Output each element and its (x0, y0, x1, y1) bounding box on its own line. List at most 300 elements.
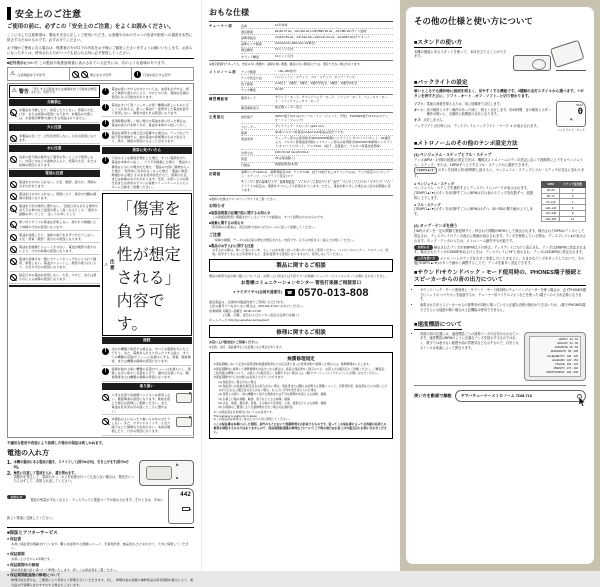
spec-label: テンポ設定方法 (241, 75, 262, 80)
speed-term: ALLEGRETTO (546, 354, 565, 358)
battery-note-block (7, 488, 194, 524)
warranty-title: 無償修理規定 (287, 355, 315, 361)
speed-range: 66 - 84 (569, 346, 578, 350)
safety-section-bar: 分解禁止 (9, 99, 100, 106)
spec-value: A4=410 Hz~480 Hz(1 Hz単位) (275, 41, 316, 46)
spec-row (241, 106, 393, 111)
spec-value: 基準ピッチ=442 Hz、基準発振音=A4、テンポ=120、拍子=0拍子なし(1クリックのみ)、テンポ設定=ペンジュラム・ステップ、バックライト設定=オフ (241, 170, 390, 179)
tempo-step-cell: 12 (560, 216, 586, 222)
notice2-body: 使用済みの電池は、各自治体で決められたルールに従って廃棄してください。 (212, 225, 317, 230)
prohibit-icon (10, 135, 17, 142)
spec-footnote: ※測定範囲内であっても、倍音の多い楽器や、減衰の速い楽器、雑音の多い環境などでは、測定できない場合があります。 (209, 62, 363, 67)
spec-row (241, 136, 393, 150)
spec-value: 単4形アルカリ乾電池×2本(3 V)※電池は別売りです。 (275, 129, 346, 134)
spec-value: ±1セント以内 (275, 47, 294, 52)
spec-value: ペンジュラム・ステップ、フル・ステップ、タップ・テンポ (275, 74, 355, 79)
step-number: 1. (7, 460, 12, 467)
spec-row (241, 88, 393, 93)
fullstep-text: (TEMPO▲/▼)ボタンを1回押すごとにBPMは1ずつ、30~252の間で値が上下します。 (414, 207, 533, 216)
beat-digit: 0 (577, 107, 583, 118)
device-standing-illustration (556, 50, 586, 71)
video-footer-label: 使い方を動画で解説 (414, 393, 452, 399)
repair-line-1: お買い上げ販売店にご相談ください。 (209, 340, 261, 345)
prohibit-icon (10, 193, 17, 200)
warranty-clauses (214, 363, 389, 380)
mandatory-icon (102, 104, 109, 111)
tap-note-row (414, 245, 586, 255)
display-illustration (556, 101, 586, 127)
spec-value: ダイナミック・スピーカー(φ23 mm) (275, 123, 324, 128)
spec-webnote: ※最新の仕様はヤマハのウェブサイトをご覧ください。 (209, 196, 279, 201)
warranty-subitem: (4) お買上げ後の移動、輸送、落下などによる故障、損傷 (218, 396, 290, 401)
sound-bullets (414, 288, 586, 312)
safety-row-text: 指定以外の電池を使用しない。火災、やけど、または液もれによる故障の原因になります。 (19, 273, 97, 282)
spec-label: 基準発振音 (241, 35, 257, 40)
speed-text-list (414, 332, 520, 381)
spec-label: 練習モード (241, 96, 256, 101)
warranty-subitem: (2) 保証書にお客様名/販売店名の記入がない場合、保証書または購入を証明する書類(レシート、売買契約書、納品書など)にお買い上げの年月日および販売店の記入がない場合、ならびに字句を書き替えられた場合 (218, 384, 388, 392)
symbol-prohibit-cell (70, 68, 132, 80)
safety-row-text: 電池を加熱したり、塗装や端子をきずつけたりしない。火災・感電・破裂・液もれの原因になります。 (19, 232, 97, 241)
safety-row (9, 255, 100, 271)
prohibit-icon (72, 71, 79, 78)
safety-row (9, 153, 100, 169)
safety-row-text: 電池や金属片を一緒にポケットやバッグなどに入れて携帯、保管しない。電池がショートし、破裂や液もれにより、火災やけがの原因になります。 (19, 256, 97, 270)
tempo-bpm-cell: 30~60 (542, 187, 560, 193)
pendulum-text: ペンジュラム・ステップを選択するとディスプレイに♪マークが表示されます。(TEMPO▲/▼)ボタンを1回押すごとにBPMは右の表のステップ変化数ずつ、段階的に上下します。 (414, 186, 534, 200)
spec-value: ±1セント以内 (275, 53, 294, 58)
contact-line-2: 上記の番号でつながらない場合は、053-411-4744へおかけください。 (209, 304, 306, 309)
symbols-heading-label: ■記号表示について (7, 60, 38, 65)
connect-rows (102, 345, 193, 382)
tempo-step-cell: 8 (560, 210, 586, 216)
spec-row (241, 96, 393, 106)
abnormal-rows (102, 155, 193, 192)
safety-row-text: 電池を火の中に入れない。火災、破裂、液もれ、発熱のおそれがあります。 (19, 179, 97, 188)
care-head: ■製品のお手入れに関する注意 (209, 243, 254, 248)
center-title: お客様コミュニケーションセンター 管弦打楽器ご相談窓口 (240, 279, 362, 285)
after-service-item-text: 修理可能な部分は、ご要望により有料にて修理させていただきます。但し、修理料金の金額や補修部品の保有期間の都合により、相当品の代替購入をおすすめする場合もございます。 (11, 578, 194, 587)
safety-row (102, 155, 193, 192)
safety-row (9, 231, 100, 243)
safety-row-text: 下記のような異常が発生した場合、すぐに電源を切り、電池を本体から抜く。・プラグが破損した場合 ・製品から異常なにおいや煙が出た場合 ・製品の内部に異物が入った場合 ・使用中に音が出なくなった場合 ・製品に亀裂、破損がある場合 そのまま使用を続けると、感電や火災、または故障のおそれがあります。至急、お買い上げの販売店または巻末のヤマハお客様コミュニケーションセンターに点検をご依頼ください。 (111, 156, 192, 189)
tempo-step-cell: 6 (560, 205, 586, 211)
symbols-legend (7, 67, 194, 81)
spec-group-practice (209, 95, 393, 113)
battery-note-text: 電池の残量が少なくなると、ディスプレイに電池マークが表示されます。そのときは、早めに新しい電池に交換してください。 (7, 498, 164, 521)
spec-group-main (209, 113, 393, 170)
spec-label: 測定精度 (241, 48, 254, 53)
speed-range: 176 - 192 (566, 366, 578, 370)
backlight-mark-icon: ☀ (568, 117, 574, 123)
speed-term: LENTO (558, 338, 568, 342)
safety-section-bar: 接続 (102, 337, 193, 344)
caution-text: 「傷害を負う可能性が想定される」内容です。 (116, 200, 181, 333)
tempo-bpm-cell: 240~252 (542, 216, 560, 222)
spec-row (241, 54, 393, 59)
tempo-bpm-cell: 144~240 (542, 210, 560, 216)
mandatory-icon (102, 88, 109, 95)
metronome-sub2: (2) タップ・テンポを使う (414, 224, 458, 229)
prohibit-icon (10, 156, 17, 163)
backlight-item (414, 108, 552, 117)
spec-value: INPUT端子(3.5 mmモノラル・ミニ・ジャック、平型)、PHONES端子(3.5 mmステレオ・ミニ・ジャック) (275, 113, 389, 122)
step-number: 2. (7, 470, 12, 477)
after-service-item (7, 537, 194, 550)
warranty-subitem: (1) 保証書のご提示がない場合 (218, 379, 257, 384)
spec-group-name: 練習機能部 (209, 96, 229, 101)
cursor-icon (578, 397, 586, 407)
warranty-note: ※この保証書は日本国内においてのみ有効です。 (213, 409, 275, 414)
backlight-display-figure (556, 101, 586, 132)
spec-label: 測定範囲 (241, 29, 254, 34)
safety-row-text: 本製品を分解したり、改造したりしない。感電や火災、けが、または故障の原因になります。本製品の内部には、お客様が修理/交換できる部品はありません。 (19, 108, 97, 121)
prohibit-icon (81, 71, 88, 78)
video-footer (414, 385, 586, 402)
spec-value: 12平均律 (275, 22, 288, 27)
speed-row (532, 371, 578, 375)
backlight-item-label: ソフト: (414, 102, 425, 107)
usage-title: その他の仕様と使い方について (414, 16, 533, 26)
after-service-item-title: ● 保証期間中の修理 (7, 562, 39, 567)
usage-card (406, 7, 594, 564)
mandatory-icon (102, 348, 109, 355)
prohibit-icon (10, 109, 17, 116)
spec-value: 0~9拍子、2連符、3連符、3連符中抜き、4連符、4連符中抜き (275, 81, 358, 86)
tap-note-text: 検出されたテンポが30BPM以下の時は、ディスプレイに“Lo”と表示され、テンポは30BPMに設定されます。検出されたテンポが252BPM以上のときは、ディスプレイに“Hi”と表示され、テンポは252BPMに設定されます。 (414, 245, 586, 254)
metronome-heading: ■メトロノームのその他のテンポ設定方法 (414, 141, 518, 148)
speed-table (529, 336, 581, 377)
speed-term: ANDANTE (554, 346, 568, 350)
warranty-subitem: (3) 使用上の誤り、他の機器から受けた障害または不当な修理や改造による故障、損傷 (218, 392, 327, 397)
consult-intro: 製品の使用方法や取り扱いについては、お買い上げ店または下記ヤマハお客様コミュニケーションセンターへお問い合わせください。 (209, 273, 389, 278)
spec-group-metronome (209, 68, 393, 95)
safety-row (102, 415, 193, 435)
speed-range: 84 - 108 (568, 350, 578, 354)
caution-label: 注意 (110, 258, 115, 270)
safety-row-text: 電池を保管する場合及び廃棄する場合は、テープなどで端子部を絶縁する。他の電池や金属製のものと混ざると、発火、破裂の原因になることがあります。 (111, 131, 189, 144)
tap-tip-row (414, 256, 586, 266)
pendulum-head: ● ペンジュラム・ステップ (414, 182, 455, 187)
safety-table (7, 83, 194, 438)
handle-rows (102, 391, 193, 436)
spec-label: 質量 (241, 157, 248, 162)
tip-pill: 上手な使い方 (414, 256, 439, 261)
phone-icon: ☎ (285, 289, 295, 296)
spec-label: サウンド精度 (241, 54, 260, 59)
safety-subtitle: ご使用の前に、必ずこの「安全上のご注意」をよくお読みください。 (7, 24, 175, 30)
spec-table (209, 21, 393, 196)
caution-header (102, 193, 193, 336)
contact-line-4: (土曜、日曜、祝日およびセンター指定の定休日を除く) (223, 313, 300, 318)
safety-row (9, 191, 100, 203)
arrow-b-label: b (176, 462, 179, 468)
battery-step-2-note: 誤動作が発生して、電源のオン、オフを何度か行っても直らない場合は、電池をいったんはずして、再度入れ直してください。 (13, 475, 135, 484)
warranty-subitem: (5) 火災、地震、風水害、落雷、その他の天災地変、公害、塩害などによる故障、損傷 (218, 401, 327, 406)
safety-title: 安全上のご注意 (15, 9, 82, 19)
speed-heading: ■速度標語について (414, 322, 463, 329)
repair-line-2: ※名称、住所、電話番号などは変更になる場合があります。 (209, 345, 284, 350)
spec-group-defaults (209, 170, 393, 196)
caution-body: 「故障や破損、データの消失等の発生が想定される」内容です。以下の内容をよく読んでお使いください。 (212, 237, 356, 242)
safety-section-bar (9, 285, 100, 287)
spec-group-name: 初期値 (209, 171, 221, 176)
fullstep-head: ● フル・ステップ (414, 203, 441, 208)
search-box (455, 390, 586, 402)
warranty-note: ※この保証書は再発行しませんので大切に保管してください。 (213, 417, 292, 422)
safety-column (0, 0, 201, 587)
backlight-item-text: 音の検知とボタン操作があった時に、明るく点灯します。約10秒間、音の検知とボタン操作が無いと、自動的に低輝度の点灯になります。 (426, 107, 552, 117)
safety-row-text: 浴室や雨天時の屋外など湿気の多いところで使用しない。内部に水などの液体が入ると、感電や火災、または故障の原因になります。 (19, 154, 97, 167)
warranty-subitem: (6) お客様のご要望により出張修理を行なう場合の出張料金 (218, 405, 293, 410)
symbol-prohibit-label: 禁止を示す記号 (90, 72, 112, 77)
safety-row-text: 演奏を始める前に機器の音量(ボリューム)を最小にし、演奏しながら徐々に音量を上げて、適切な音量にする。聴覚障害または機器の損傷の原因になります。 (111, 367, 191, 380)
tempo-table-row (542, 216, 586, 222)
mandatory-icon (134, 71, 141, 78)
stand-heading: ■スタンドの使い方 (414, 40, 463, 46)
notice1-head: ■取扱説明書の記載内容に関するお知らせ (209, 211, 271, 216)
device-x-illustration (176, 417, 192, 427)
after-service-item-text: 保証書記載内容に基づいて修理いたします。詳しくは保証書をご覧ください。 (11, 567, 120, 572)
safety-row-text: 本製品の上にのったり重いものをのせたりしない。また、ボタンやスイッチ、入出力端子などに無理な力を加えない。本体が破損したり、けがの原因になります。 (111, 416, 171, 434)
symbol-alert-cell (8, 68, 70, 80)
symbols-heading (7, 58, 194, 66)
after-service-item (7, 573, 194, 586)
note-pill: お知らせ (7, 495, 26, 500)
spec-row (241, 114, 393, 124)
sound-bullet: • 演奏された音とスピーカーからの基準音が同時に鳴っていると正確な音程の検出ができないため、♪端子/PHONES端子どちらにも接続が無い場合は上記機能は使用できません。 (420, 303, 586, 312)
warranty-subitems (214, 381, 389, 410)
battery-device-illustration (139, 460, 194, 486)
mandatory-icon (102, 132, 109, 139)
speed-range: 192 - 208 (566, 370, 578, 374)
tempo-step-cell: 3 (560, 193, 586, 199)
safety-intro-1: ここに示した注意事項は、製品を安全に正しくご使用いただき、お客様やほかの方々への危害や財産への損害を未然に防止するためのものです。必ずお守りください。 (7, 33, 193, 43)
spec-value: ♩=30~252拍/分 (275, 68, 297, 73)
spec-group-name: チューナー部 (209, 24, 233, 28)
consult-box-heading: 製品に関するご相談 (209, 259, 393, 272)
prohibit-icon (10, 234, 17, 241)
spec-value: 純正調メーター表示 (275, 105, 303, 110)
safety-row-text: 使用時間が著しく短い場合や電池を使い切った場合は、電池の液もれを防ぐため、電池を本体から抜いておく。 (111, 118, 189, 128)
symbol-alert-label: 注意喚起を示す記号 (17, 72, 46, 77)
backlight-item-text: 電池の消耗を抑えるため、常に低輝度で点灯します。 (426, 102, 503, 107)
warning-triangle-icon: ⚠ (10, 71, 16, 77)
after-service-item-text: 本書に保証書が掲載されています。購入を証明する書類(レシート、売買契約書、納品書など)とあわせて、大切に保管してください。 (11, 542, 189, 551)
arrow-a-label: a (176, 475, 179, 481)
warranty-clause: ①保証期間において正常な使用状態(取扱説明書などの注意書に従った使用状態)で故障した場合には、無償修理をいたします。 (213, 362, 372, 367)
spec-value: チューナー部のみ使用時:約250/100/45時間(バックライト:オフ/ソフト/オート、A4連続入力、アルカリ乾電池使用時) メトロノーム部のみ使用時:約300/130/75時間(バックライト:オフ/ソフト/オート、テンポ120、4拍子、音量最大、アルカリ乾電池使用時) (275, 135, 393, 148)
navidial-label: ● ナビダイヤル(全国共通番号) (233, 290, 282, 295)
speed-range: 152 - 176 (566, 362, 578, 366)
search-query-text: ヤマハチューナーメトロノーム TDM-710 (460, 393, 532, 399)
spec-row (241, 163, 393, 168)
stand-text: 本機の裏面にあるスタンドを使って、本体を立てることができます。 (414, 49, 507, 59)
symbol-mandatory-cell (132, 68, 193, 80)
speed-term: ALLEGRO (551, 358, 565, 362)
safety-row-text: 本製品の近くで、火気を使用しない。火災の原因になります。 (19, 133, 97, 142)
spec-row (241, 181, 393, 194)
warranty-clause: ②保証期間内に故障して無償修理をお受けになる場合は、商品と保証書をご提示のうえ、お買上げの販売店にご依頼ください。ご贈答品、ご転居後の修理について、お買上げの販売店にご依頼できない場合には、(株)ヤマハミュージックジャパンにお問い合わせください。 (213, 366, 387, 375)
tempo-col-bpm: BPM (542, 181, 560, 187)
tempo-bpm-cell: 72~120 (542, 199, 560, 205)
spec-group-name: メトロノーム部 (209, 70, 237, 75)
safety-row (102, 130, 193, 146)
safety-table-col2 (102, 85, 193, 436)
after-service-item (7, 563, 194, 572)
spec-value: 取扱説明書(本書) (275, 162, 298, 167)
spec-title: おもな仕様 (209, 8, 249, 17)
safety-row (9, 107, 100, 123)
backlight-item (414, 118, 552, 122)
safety-intro-2: お子様がご使用になる場合は、保護者の方が以下の内容をお子様にご徹底くださいますようお願いいたします。お読みになったあとは、使用される方がいつでも見られる所に必ず保管してください。 (7, 45, 193, 55)
tempo-step-cell: 4 (560, 199, 586, 205)
note-pill: お知らせ (414, 245, 433, 250)
display-value: 442 (180, 490, 191, 498)
after-service-item-title: ● 保証期間経過後の修理について (7, 573, 61, 578)
warning-triangle-icon: ⚠ (11, 88, 17, 95)
prohibit-icon (10, 274, 17, 281)
battery-step-1-text: 本機の裏面にある電池の蓋を、スライドして(図中a方向)、引き上げます(図中b方向)。 (13, 460, 129, 469)
battery-heading: 電池の入れ方 (7, 450, 49, 458)
after-service-item-title: ● 保証書 (7, 537, 21, 542)
prohibit-icon (10, 205, 17, 212)
tempo-bpm-cell: 60~72 (542, 193, 560, 199)
spec-column (201, 0, 400, 571)
speed-range: 54 - 66 (569, 342, 578, 346)
after-service-item-title: ● 保証期間 (7, 552, 25, 557)
spec-label: 拍子範囲 (241, 82, 254, 87)
spec-value: C3(121.89 Hz、A4=410 Hz)~C6(1141.44 Hz、A4=480 Hz)3オクターブ (275, 34, 370, 39)
spec-label: スピーカー (241, 124, 256, 129)
tempo-col-step: ステップ変化数 (560, 181, 586, 187)
device-x-illustration (176, 393, 192, 403)
mandatory-icon (102, 120, 109, 127)
beat-label: BEAT (576, 104, 583, 108)
tempo-step-cell: 2 (560, 187, 586, 193)
spec-value: チューナー部の基準ピッチ、基準発振音、メトロノーム部のテンポ、拍子、ペンジュラム/フル・ステップ、バックライトの設定は、電源をオフにしても記憶されています。ただし、電池を取り外した場合は上記の初期値に戻ります。 (241, 180, 391, 193)
symbol-mandatory-label: 行為を指示する記号 (143, 72, 171, 77)
prohibit-icon (10, 181, 17, 188)
prohibit-icon (10, 246, 17, 253)
spec-label: 付属品 (241, 163, 251, 168)
phone-number: 0570-013-808 (297, 286, 369, 299)
notice2-head: ■廃棄に関するお知らせ (209, 221, 244, 226)
prohibit-icon (10, 258, 17, 265)
device-flat-illustration (513, 55, 551, 71)
mandatory-icon (102, 157, 109, 164)
prohibit-icon (102, 394, 109, 401)
spec-label: 練習補助表示 (241, 106, 260, 111)
safety-row-text: 大きな音量で長時間ヘッドホンを使用しない。聴覚障害の原因になります。異常を感じた場合は医師にご相談ください。また、電池を乳幼児の手の届くところに置かない。 (111, 392, 171, 413)
backlight-item-label: オート: (414, 107, 425, 112)
warranty-box (209, 352, 393, 439)
spec-group-name: 主要諸元 (209, 115, 225, 120)
notice1-body: この取扱説明書に掲載されているイラストや画面は、すべて説明のためのものです。 (212, 215, 326, 220)
after-service-title: ■保証とアフターサービス (7, 527, 194, 536)
display-442-illustration (168, 488, 194, 524)
safety-row-text: 電池の使い方や入れ方については、本書を必ず守る。誤ると破裂や液もれにより、やけどやけが、周囲の汚損の原因になる可能性があります。 (111, 86, 189, 99)
safety-row (102, 345, 193, 365)
safety-row (102, 366, 193, 382)
prohibit-icon (102, 418, 109, 425)
safety-row (102, 391, 193, 415)
battery-lid (146, 466, 172, 480)
metronome-p1: テンポ(BPM・1分間の拍数)の設定方法は、機械式メトロノームのテンポ設定に沿って段階的に上下するペンジュラム・ステップ、または、1BPMずつ上下するフル・ステップから選択できます。 (414, 157, 583, 167)
spec-value: ±0.3% (275, 87, 284, 92)
after-service-item-text: お買い上げ日から1年間です。 (11, 557, 53, 562)
spec-label: 電源 (241, 130, 248, 135)
warning-text: 「死亡する可能性または重傷を負う可能性が想定される」内容です。 (30, 86, 97, 95)
speed-text: • 背面の図の位置には、速度標語ごとの演奏テンポの目安が示されています。速度標語はBPMのように正確なテンポを指示するものではなく、数字では表せない曲想や曲の雰囲気なども示すもので、目安となるテンポは楽曲によって異なります。 (420, 332, 520, 351)
stand-illustrations (513, 50, 586, 71)
warranty-notes (214, 411, 389, 422)
safety-section-bar: 電池に注意 (9, 170, 100, 177)
mandatory-icon (102, 368, 109, 375)
safety-row (9, 243, 100, 255)
safety-row-text: 電池はすべて同一メーカーの同一種類の新しいものに正しく入れ替える。新しい電池と一度使用した電池を混ぜて使用しない。破裂や液もれの原因になります。 (111, 102, 189, 115)
metronome-p2-text: ボタンを同時に約1秒間押し続けると、ペンジュラム・ステップとフル・ステップが交互に変わります。 (414, 168, 585, 178)
safety-row (102, 117, 193, 129)
warranty-note: This warranty is valid only in Japan. (213, 413, 258, 418)
spec-value: サウンド・モード、サウンドバック・モード、トラック・モード、フォーカス・モード、トラックフォーカス・モード (275, 95, 388, 104)
safety-row-text: 使い切りタイプの電池は充電しない。液もれや破損により故障やけがの原因になります。 (19, 220, 97, 229)
backlight-heading: ■バックライトの設定 (414, 79, 468, 86)
caution-title: ご注意 (209, 231, 221, 237)
after-service-list (7, 537, 194, 587)
speed-term: MODERATO (550, 350, 567, 354)
usage-column (400, 0, 600, 571)
speed-term: PRESTO (553, 366, 565, 370)
spec-label: 音律 (241, 23, 248, 28)
spec-label: 電池寿命 (241, 136, 254, 141)
safety-section-bar: 水に注意 (9, 145, 100, 152)
tempo-step-table (541, 181, 586, 223)
speed-term: ADAGIO (557, 342, 568, 346)
speed-term: VIVACE (554, 362, 565, 366)
battery-mandatory-rows (102, 85, 193, 146)
spec-value: 106×72×18 mm(W×D×H) (275, 149, 309, 154)
contact-line-3: 営業時間 月曜日~金曜日 10:00~17:00 (209, 308, 261, 313)
safety-table-col1 (9, 85, 100, 436)
battery-step-2 (7, 471, 136, 484)
safety-row (9, 178, 100, 190)
tempo-bpm-cell: 120~144 (542, 205, 560, 211)
safety-title-block (7, 7, 194, 20)
safety-row-text: 電池を金属類とショートさせない。電池が破裂や液もれにより、けがや故障の原因になります。 (19, 244, 97, 253)
spec-label: 接続端子 (241, 114, 254, 119)
tempo-button: TEMPO▲/▼ (414, 167, 437, 173)
safety-row-text: 電池を口の中に入れない。誤飲により、窒息や内臓の損傷の原因になります。 (19, 192, 97, 201)
backlight-caption: バックライト・マーク (557, 128, 585, 133)
backlight-items (414, 102, 552, 122)
backlight-lead: 暗いところでも操作時に画面を明るく、見やすくする機能です。3種類の点灯スタイルから選べます。☀ボタンを押すたびに、ソフト→オート→オフ→ソフト...と切り替わります。 (414, 89, 584, 99)
backlight-item-label: オフ: (414, 117, 422, 122)
warranty-final: ◎この保証書は本書に示した期間、条件のもとにおいて無償修理をお約束するものです。従ってこの保証書によってお客様の法律上の権利を制限するものではありませんので、保証期間経過後の修理などについてご不明の場合はお買上げの販売店にお問い合わせください。 (213, 422, 387, 434)
safety-row (102, 85, 193, 101)
after-service-item (7, 552, 194, 561)
battery-steps (7, 460, 194, 486)
safety-section-bar: 火に注意 (9, 124, 100, 131)
safety-row (102, 101, 193, 117)
contact-line-1: 固定電話は、全国市内通話料金でご利用いただけます。 (209, 299, 287, 304)
spec-label: テンポ範囲 (241, 69, 256, 74)
battery-mark-icon (182, 507, 190, 511)
warning-triangle-icon: ⚠ (104, 261, 109, 267)
battery-step-1 (7, 460, 136, 469)
speed-term: PRESTISSIMO (546, 370, 565, 374)
metronome-sub1: (1) ペンジュラム・ステップとフル・ステップ (414, 152, 492, 157)
